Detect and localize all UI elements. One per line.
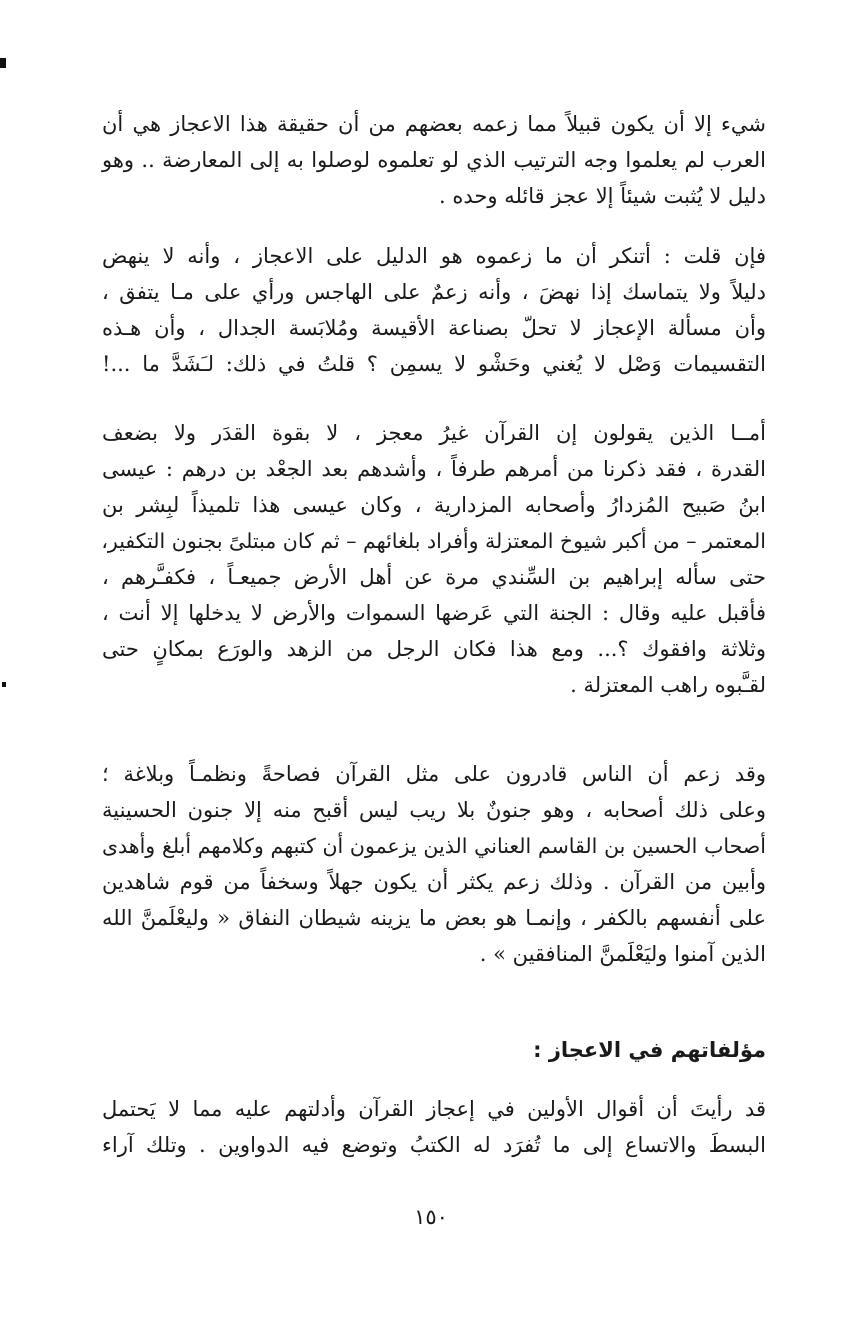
text-line: الذين آمنوا وليَعْلَمنَّ المنافقين » . — [479, 942, 766, 966]
text-line: أصحاب الحسين بن القاسم العناني الذين يزعمون أن كتبهم وكلامهم أبلغ وأهدى — [102, 834, 766, 858]
text-line: التقسيمات وَصْل لا يُغني وحَشْو لا يسمِن ؟ قلتُ في ذلك: لـَشَدَّ ما ...! — [102, 352, 766, 376]
text-line: على أنفسهم بالكفر ، وإنمـا هو بعض ما يزينه شيطان النفاق « وليعْلَمنَّ الله — [102, 906, 766, 930]
section-heading: مؤلفاتهم في الاعجاز : — [533, 1038, 766, 1062]
scan-artifact-dot — [2, 682, 6, 687]
paragraph-4 — [102, 756, 766, 972]
text-line: قد رأيتَ أن أقوال الأولين في إعجاز القرآن وأدلتهم عليه مما لا يَحتمل — [102, 1097, 766, 1121]
text-line: القدرة ، فقد ذكرنا من أمرهم طرفاً ، وأشدهم بعد الجعْد بن درهم : عيسى — [102, 457, 766, 481]
scan-artifact-mark — [0, 58, 6, 68]
text-line: شيء إلا أن يكون قبيلاً مما زعمه بعضهم من أن حقيقة هذا الاعجاز هي أن — [102, 112, 766, 136]
paragraph-5 — [102, 1091, 766, 1163]
text-line: وعلى ذلك أصحابه ، وهو جنونٌ بلا ريب ليس أقبح منه إلا جنون الحسينية — [102, 798, 766, 822]
text-line: وأن مسألة الإعجاز لا تحلّ بصناعة الأقيسة ومُلابَسة الجدال ، وأن هـذه — [102, 316, 766, 340]
page-number: ١٥٠ — [414, 1205, 448, 1229]
paragraph-2 — [102, 238, 766, 382]
text-line: حتى سأله إبراهيم بن السِّندي مرة عن أهل الأرض جميعـاً ، فكفـَّرهم ، — [102, 565, 766, 589]
text-line: ابنُ صَبيح المُزدارُ وأصحابه المزدارية ، وكان عيسى هذا تلميذاً لبِشر بن — [102, 493, 766, 517]
text-line: فإن قلت : أتنكر أن ما زعموه هو الدليل على الاعجاز ، وأنه لا ينهض — [102, 244, 766, 268]
text-line: المعتمر – من أكبر شيوخ المعتزلة وأفراد بلغائهم – ثم كان مبتلىً بجنون التكفير، — [101, 529, 766, 553]
text-line: وثلاثة وافقوك ؟... ومع هذا فكان الرجل من الزهد والورَع بمكانٍ حتى — [102, 637, 766, 661]
text-line: فأقبل عليه وقال : الجنة التي عَرضها السموات والأرض لا يدخلها إلا أنت ، — [102, 601, 766, 625]
paragraph-1 — [102, 106, 766, 214]
text-line: البسطَ والاتساع إلى ما تُفرَد له الكتبُ وتوضع فيه الدواوين . وتلك آراء — [102, 1133, 766, 1157]
text-line: دليل لا يُثبت شيئاً إلا عجز قائله وحده . — [439, 184, 766, 208]
text-line: وأبين من القرآن . وذلك زعم يكثر أن يكون جهلاً وسخفاً من قوم شاهدين — [102, 870, 766, 894]
paragraph-3 — [102, 415, 766, 703]
text-line: دليلاً ولا يتماسك إذا نهضَ ، وأنه زعمٌ على الهاجس ورأي على مـا يتفق ، — [102, 280, 766, 304]
text-line: وقد زعم أن الناس قادرون على مثل القرآن فصاحةً ونظمـاً وبلاغة ؛ — [102, 762, 766, 786]
text-line: لقـَّبوه راهب المعتزلة . — [570, 673, 766, 697]
text-line: العرب لم يعلموا وجه الترتيب الذي لو تعلموه لوصلوا به إلى المعارضة .. وهو — [102, 148, 766, 172]
text-line: أمــا الذين يقولون إن القرآن غيرُ معجز ، لا بقوة القدَر ولا بضعف — [102, 421, 766, 445]
